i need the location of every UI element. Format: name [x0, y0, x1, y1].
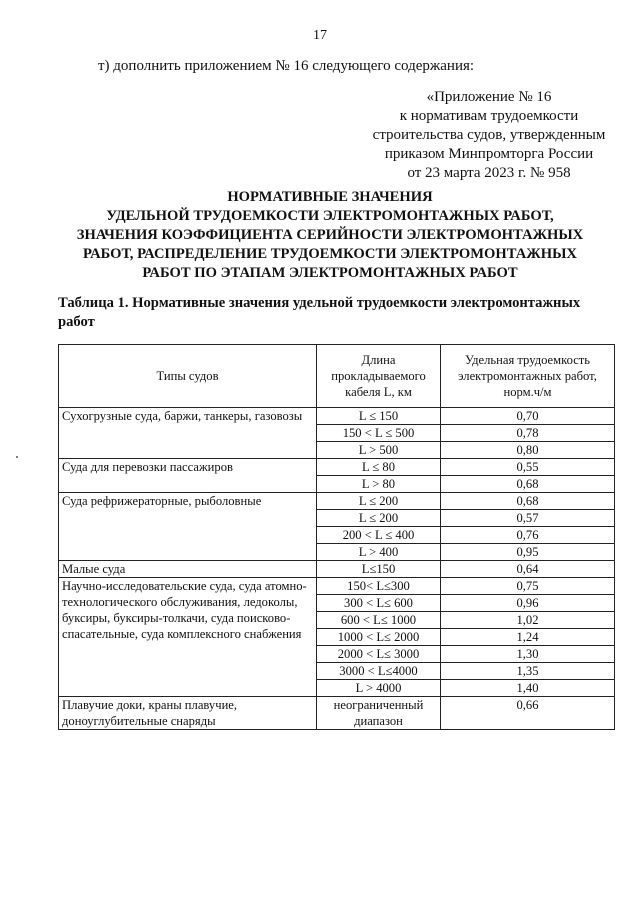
cable-length-cell: L ≤ 150: [317, 408, 441, 425]
table-row: [59, 578, 615, 595]
cable-length-cell: L > 4000: [317, 680, 441, 697]
table-row: [59, 561, 615, 578]
table-body: [59, 408, 615, 730]
labor-intensity-cell: 0,75: [441, 578, 615, 595]
ship-type-cell: Суда для перевозки пассажиров: [59, 459, 317, 493]
cable-length-cell: L ≤ 80: [317, 459, 441, 476]
table-row: [59, 408, 615, 425]
header-cable-length: Длина прокладываемого кабеля L, км: [317, 345, 441, 408]
heading-line: РАБОТ ПО ЭТАПАМ ЭЛЕКТРОМОНТАЖНЫХ РАБОТ: [142, 265, 518, 281]
table-row: [59, 697, 615, 730]
labor-intensity-cell: 0,57: [441, 510, 615, 527]
cable-length-cell: 2000 < L≤ 3000: [317, 646, 441, 663]
intro-text: т) дополнить приложением № 16 следующего содержания:: [98, 58, 475, 74]
header-labor-intensity: Удельная трудоемкость электромонтажных работ, норм.ч/м: [441, 345, 615, 408]
cable-length-cell: 1000 < L≤ 2000: [317, 629, 441, 646]
cable-length-cell: L≤150: [317, 561, 441, 578]
labor-intensity-cell: 1,30: [441, 646, 615, 663]
cable-length-cell: 3000 < L≤4000: [317, 663, 441, 680]
cable-length-cell: 200 < L ≤ 400: [317, 527, 441, 544]
cable-length-cell: 600 < L≤ 1000: [317, 612, 441, 629]
ship-type-cell: Научно-исследовательские суда, суда атомно-технологического обслуживания, ледоколы, буксиры, буксиры-толкачи, суда поисково-спасательные, суда комплексного снабжения: [59, 578, 317, 697]
labor-intensity-cell: 0,55: [441, 459, 615, 476]
appendix-line: приказом Минпромторга России: [384, 146, 594, 162]
header-ship-type: Типы судов: [59, 345, 317, 408]
ship-type-cell: Сухогрузные суда, баржи, танкеры, газовозы: [59, 408, 317, 459]
labor-intensity-cell: 0,70: [441, 408, 615, 425]
labor-intensity-cell: 1,35: [441, 663, 615, 680]
labor-intensity-cell: 0,96: [441, 595, 615, 612]
appendix-line: от 23 марта 2023 г. № 958: [407, 165, 571, 181]
heading-line: НОРМАТИВНЫЕ ЗНАЧЕНИЯ: [227, 189, 433, 205]
page-number: 17: [313, 28, 327, 43]
table-header-row: [59, 345, 615, 408]
cable-length-cell: L > 500: [317, 442, 441, 459]
labor-intensity-cell: 1,24: [441, 629, 615, 646]
labor-intensity-cell: 0,66: [441, 697, 615, 730]
heading-line: УДЕЛЬНОЙ ТРУДОЕМКОСТИ ЭЛЕКТРОМОНТАЖНЫХ РАБОТ,: [106, 208, 554, 224]
table-caption: Таблица 1. Нормативные значения удельной трудоемкости электромонтажных работ: [58, 295, 581, 330]
scan-dot: [16, 456, 18, 458]
cable-length-cell: 150 < L ≤ 500: [317, 425, 441, 442]
appendix-line: строительства судов, утвержденным: [372, 127, 606, 143]
labor-intensity-cell: 0,80: [441, 442, 615, 459]
appendix-line: к нормативам трудоемкости: [399, 108, 579, 124]
labor-intensity-cell: 1,40: [441, 680, 615, 697]
cable-length-cell: 300 < L≤ 600: [317, 595, 441, 612]
cable-length-cell: L > 80: [317, 476, 441, 493]
cable-length-cell: L ≤ 200: [317, 493, 441, 510]
appendix-reference: [360, 88, 618, 183]
labor-intensity-cell: 0,64: [441, 561, 615, 578]
cable-length-cell: L ≤ 200: [317, 510, 441, 527]
labor-intensity-cell: 0,76: [441, 527, 615, 544]
cable-length-cell: L > 400: [317, 544, 441, 561]
appendix-line: «Приложение № 16: [426, 89, 552, 105]
labor-intensity-cell: 0,68: [441, 476, 615, 493]
cable-length-cell: неограниченный диапазон: [317, 697, 441, 730]
document-heading: [40, 188, 620, 283]
labor-intensity-cell: 0,68: [441, 493, 615, 510]
labor-intensity-cell: 0,78: [441, 425, 615, 442]
labor-intensity-cell: 1,02: [441, 612, 615, 629]
labor-intensity-cell: 0,95: [441, 544, 615, 561]
heading-line: ЗНАЧЕНИЯ КОЭФФИЦИЕНТА СЕРИЙНОСТИ ЭЛЕКТРОМОНТАЖНЫХ: [76, 227, 584, 243]
labor-intensity-table: [58, 344, 615, 730]
ship-type-cell: Плавучие доки, краны плавучие, доноуглубительные снаряды: [59, 697, 317, 730]
cable-length-cell: 150< L≤300: [317, 578, 441, 595]
table-row: [59, 493, 615, 510]
table-row: [59, 459, 615, 476]
heading-line: РАБОТ, РАСПРЕДЕЛЕНИЕ ТРУДОЕМКОСТИ ЭЛЕКТРОМОНТАЖНЫХ: [83, 246, 577, 262]
ship-type-cell: Суда рефрижераторные, рыболовные: [59, 493, 317, 561]
ship-type-cell: Малые суда: [59, 561, 317, 578]
